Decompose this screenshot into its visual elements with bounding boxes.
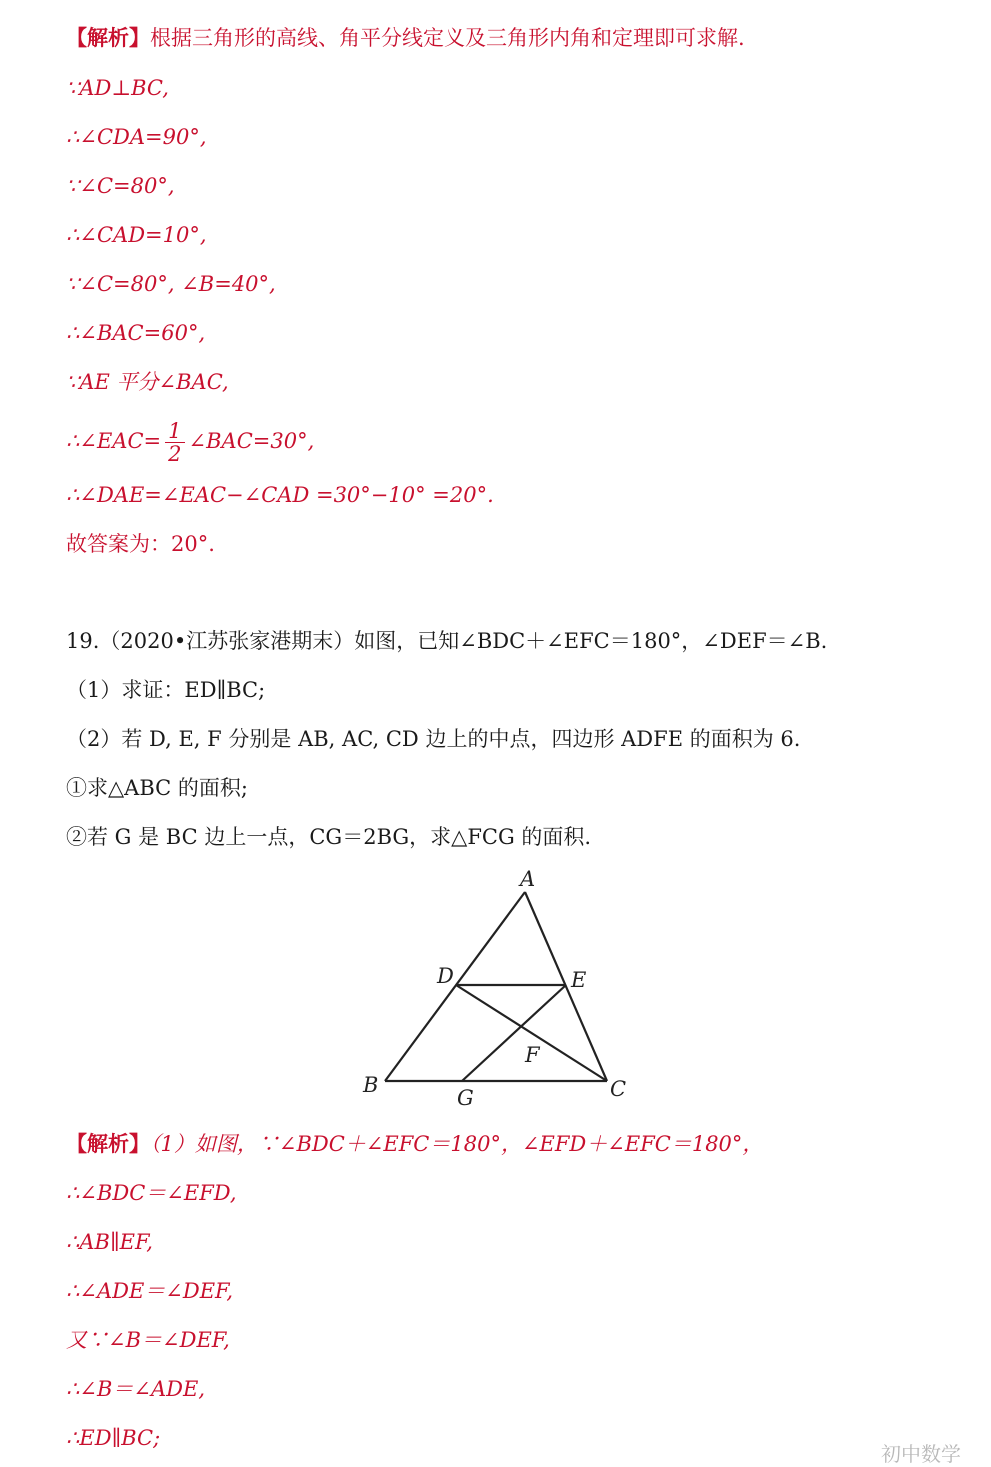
problem-sub-2: ②若 G 是 BC 边上一点，CG＝2BG，求△FCG 的面积. xyxy=(66,825,592,849)
analysis-step: ∴∠BAC=60°, xyxy=(66,321,206,345)
problem-sub-1: ①求△ABC 的面积; xyxy=(66,776,248,800)
fraction-numerator: 1 xyxy=(165,420,184,443)
analysis-step: ∵∠C=80°, xyxy=(66,174,175,198)
analysis-intro xyxy=(66,24,745,52)
fraction xyxy=(165,420,184,465)
label-e: E xyxy=(571,968,587,992)
label-f: F xyxy=(525,1043,540,1067)
analysis-step: ∴∠CAD=10°, xyxy=(66,223,207,247)
analysis2-first xyxy=(66,1130,763,1158)
fraction-denominator: 2 xyxy=(168,442,182,466)
analysis-step: ∵AE 平分∠BAC, xyxy=(66,370,229,394)
fraction-prefix: ∴∠EAC= xyxy=(66,429,162,453)
analysis2-step: ∴∠B＝∠ADE, xyxy=(66,1377,205,1401)
analysis-step: ∴∠DAE=∠EAC−∠CAD =30°−10° =20°. xyxy=(66,483,494,507)
problem-part-1: （1）求证：ED∥BC; xyxy=(66,678,266,702)
edge-ab xyxy=(385,892,525,1081)
analysis2-step: ∴ED∥BC; xyxy=(66,1426,161,1450)
analysis-intro-text: 根据三角形的高线、角平分线定义及三角形内角和定理即可求解. xyxy=(150,26,745,50)
label-b: B xyxy=(363,1073,379,1097)
label-a: A xyxy=(520,867,536,891)
analysis-answer: 故答案为：20°. xyxy=(66,532,215,556)
label-c: C xyxy=(610,1077,627,1101)
analysis-step: ∴∠CDA=90°, xyxy=(66,125,207,149)
triangle-figure xyxy=(355,862,645,1112)
fraction-suffix: ∠BAC=30°, xyxy=(188,429,315,453)
problem-header: 19.（2020•江苏张家港期末）如图，已知∠BDC＋∠EFC＝180°，∠DEF＝∠B. xyxy=(66,629,828,653)
label-g: G xyxy=(457,1086,474,1110)
analysis2-step: ∴AB∥EF, xyxy=(66,1230,153,1254)
watermark: 初中数学 xyxy=(881,1442,961,1466)
analysis2-step: ∴∠ADE＝∠DEF, xyxy=(66,1279,234,1303)
analysis-step: ∵AD⊥BC, xyxy=(66,76,169,100)
analysis-tag: 【解析】 xyxy=(66,25,150,50)
analysis2-tag: 【解析】 xyxy=(66,1131,150,1156)
analysis2-step: 又∵∠B＝∠DEF, xyxy=(66,1328,230,1352)
label-d: D xyxy=(437,964,454,988)
analysis-fraction-step xyxy=(66,420,314,465)
analysis-step: ∵∠C=80°, ∠B=40°, xyxy=(66,272,276,296)
analysis2-step: ∴∠BDC＝∠EFD, xyxy=(66,1181,237,1205)
analysis2-first-text: （1）如图，∵∠BDC＋∠EFC＝180°，∠EFD＋∠EFC＝180°， xyxy=(150,1132,764,1156)
problem-part-2: （2）若 D, E, F 分别是 AB, AC, CD 边上的中点，四边形 ADFE 的面积为 6. xyxy=(66,727,801,751)
